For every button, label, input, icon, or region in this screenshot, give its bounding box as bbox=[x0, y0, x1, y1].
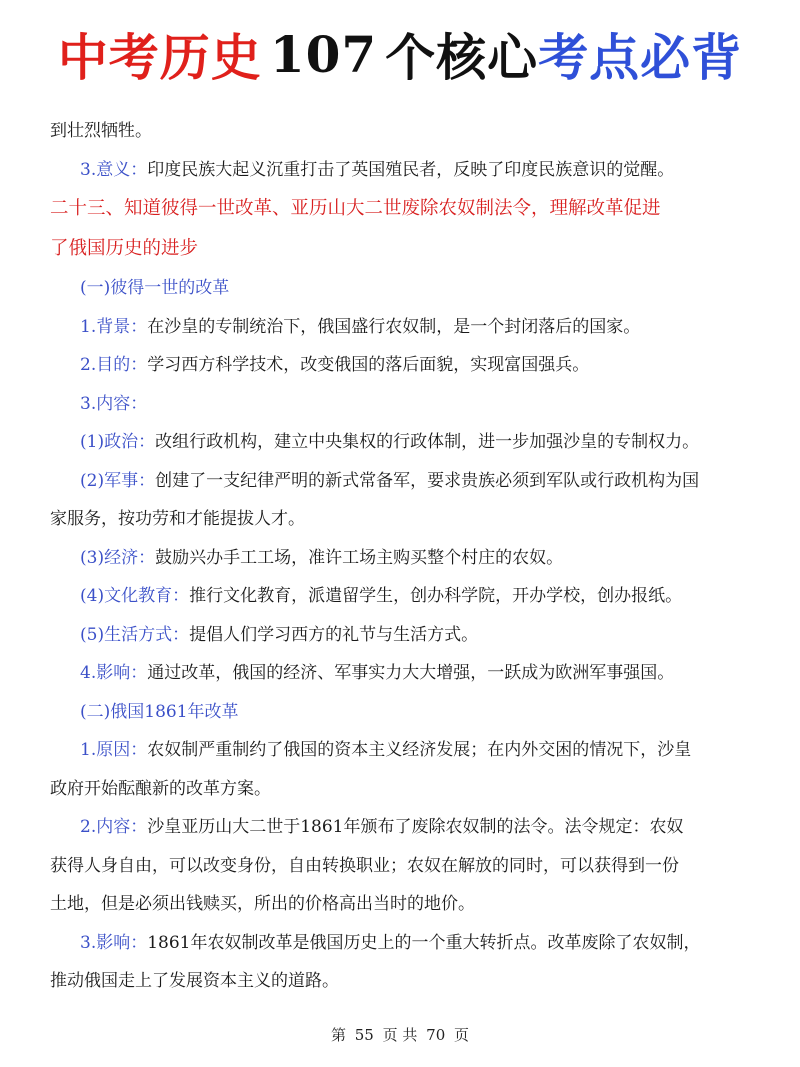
item-label: 2.内容： bbox=[80, 817, 148, 837]
page-number-footer: 第 55 页 共 70 页 bbox=[330, 1026, 470, 1044]
paragraph-line: 1.原因：农奴制严重制约了俄国的资本主义经济发展；在内外交困的情况下，沙皇 bbox=[80, 740, 692, 760]
paragraph-line: 获得人身自由，可以改变身份，自由转换职业；农奴在解放的同时，可以获得到一份 bbox=[50, 855, 679, 876]
paragraph-line: (3)经济：鼓励兴办手工工场，准许工场主购买整个村庄的农奴。 bbox=[80, 547, 564, 568]
total-page-count: 70 bbox=[426, 1026, 446, 1044]
paragraph-line: (4)文化教育：推行文化教育，派遣留学生，创办科学院，开办学校，创办报纸。 bbox=[80, 586, 683, 606]
item-label: 2.目的： bbox=[80, 355, 148, 375]
item-label: 1.原因： bbox=[80, 740, 148, 760]
page-header bbox=[0, 0, 800, 108]
title-part-2: 107 bbox=[269, 24, 378, 84]
item-label: 3.内容： bbox=[80, 393, 148, 414]
paragraph-line: 到壮烈牺牲。 bbox=[50, 121, 152, 141]
title-part-1: 中考历史 bbox=[57, 28, 262, 87]
item-label: (4)文化教育： bbox=[80, 586, 190, 606]
paragraph-line: 1.背景：在沙皇的专制统治下，俄国盛行农奴制，是一个封闭落后的国家。 bbox=[80, 316, 641, 337]
item-label: (1)政治： bbox=[80, 432, 156, 452]
document-body bbox=[50, 112, 756, 1001]
item-label: 3.意义： bbox=[80, 159, 148, 180]
paragraph-line bbox=[50, 385, 756, 424]
title-part-4: 考点必背 bbox=[538, 28, 743, 87]
section-heading: 了俄国历史的进步 bbox=[50, 238, 199, 259]
paragraph-line: (5)生活方式：提倡人们学习西方的礼节与生活方式。 bbox=[80, 624, 479, 645]
paragraph-line: 政府开始酝酿新的改革方案。 bbox=[50, 778, 271, 799]
section-heading: 二十三、知道彼得一世改革、亚历山大二世废除农奴制法令，理解改革促进 bbox=[50, 198, 661, 219]
item-label: (5)生活方式： bbox=[80, 624, 190, 645]
paragraph-line: 土地，但是必须出钱赎买，所出的价格高出当时的地价。 bbox=[50, 894, 475, 914]
paragraph-line: 4.影响：通过改革，俄国的经济、军事实力大大增强，一跃成为欧洲军事强国。 bbox=[80, 663, 675, 683]
paragraph-line: 3.影响：1861年农奴制改革是俄国历史上的一个重大转折点。改革废除了农奴制， bbox=[80, 932, 701, 953]
paragraph-line: 家服务，按功劳和才能提拔人才。 bbox=[50, 509, 305, 529]
paragraph-line: (1)政治：改组行政机构，建立中央集权的行政体制，进一步加强沙皇的专制权力。 bbox=[80, 432, 700, 452]
paragraph-line: 3.意义：印度民族大起义沉重打击了英国殖民者，反映了印度民族意识的觉醒。 bbox=[80, 159, 675, 180]
subsection-heading: (二)俄国1861年改革 bbox=[80, 701, 239, 722]
title-part-3: 个核心 bbox=[385, 28, 539, 87]
paragraph-line: 2.内容：沙皇亚历山大二世于1861年颁布了废除农奴制的法令。法令规定：农奴 bbox=[80, 817, 684, 837]
paragraph-line: (2)军事：创建了一支纪律严明的新式常备军，要求贵族必须到军队或行政机构为国 bbox=[80, 470, 700, 491]
item-label: 1.背景： bbox=[80, 316, 148, 337]
current-page-number: 55 bbox=[354, 1026, 374, 1044]
subsection-heading: (一)彼得一世的改革 bbox=[80, 278, 230, 298]
paragraph-line: 2.目的：学习西方科学技术，改变俄国的落后面貌，实现富国强兵。 bbox=[80, 355, 590, 375]
item-label: 3.影响： bbox=[80, 932, 148, 953]
item-label: 4.影响： bbox=[80, 663, 148, 683]
paragraph-line: 推动俄国走上了发展资本主义的道路。 bbox=[50, 971, 339, 991]
item-label: (3)经济： bbox=[80, 547, 156, 568]
item-label: (2)军事： bbox=[80, 470, 156, 491]
